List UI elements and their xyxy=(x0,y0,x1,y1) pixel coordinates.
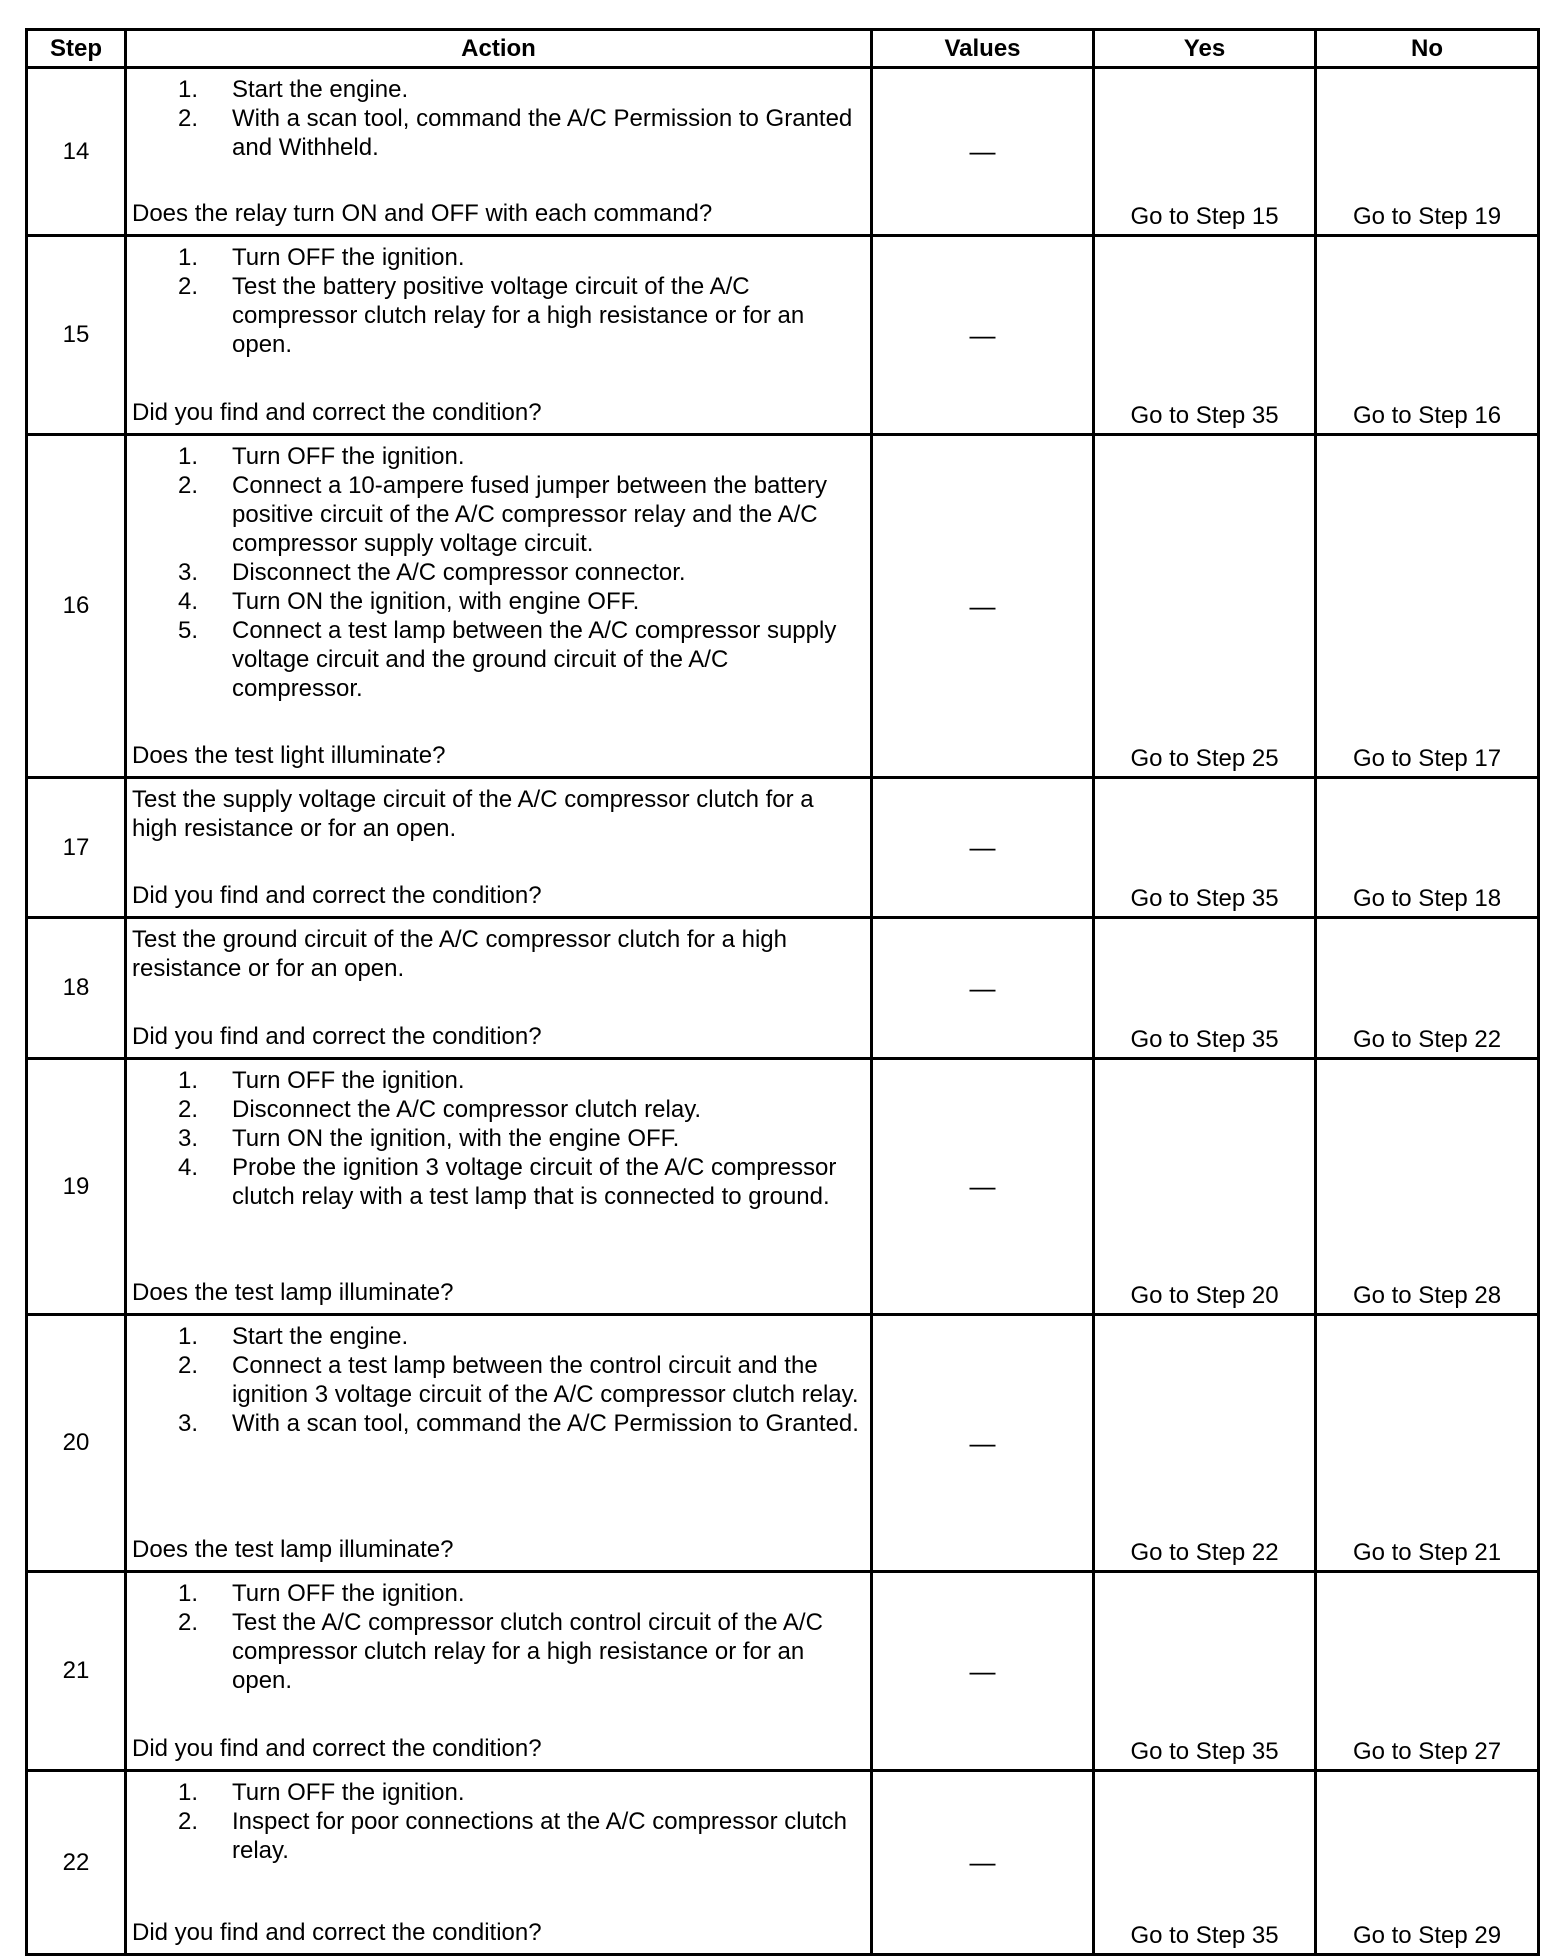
table-row xyxy=(27,918,1539,1059)
yes-goto: Go to Step 20 xyxy=(1130,1282,1279,1309)
action-step-text: Turn OFF the ignition. xyxy=(232,443,465,470)
action-step-item xyxy=(132,1608,862,1695)
action-step-number: 2. xyxy=(178,1352,199,1379)
action-question: Did you find and correct the condition? xyxy=(132,399,542,426)
action-step-item xyxy=(132,1351,862,1409)
action-step-text: Connect a test lamp between the A/C compressor supply voltage circuit and the ground circuit of the A/C compressor. xyxy=(232,617,837,702)
action-step-item xyxy=(132,1778,862,1807)
action-content xyxy=(127,1060,870,1310)
action-question: Does the relay turn ON and OFF with each command? xyxy=(132,200,713,227)
action-step-item xyxy=(132,442,862,471)
action-cell xyxy=(126,918,872,1059)
table-row xyxy=(27,68,1539,236)
header-action: Action xyxy=(126,30,872,68)
action-instructions xyxy=(127,1573,870,1695)
action-step-number: 4. xyxy=(178,1154,199,1181)
action-step-item xyxy=(132,1124,862,1153)
action-content xyxy=(127,237,870,430)
action-step-text: Turn ON the ignition, with engine OFF. xyxy=(232,588,640,615)
action-step-item xyxy=(132,1579,862,1608)
action-step-item xyxy=(132,243,862,272)
yes-goto: Go to Step 25 xyxy=(1130,745,1279,772)
action-step-text: Turn OFF the ignition. xyxy=(232,244,465,271)
action-step-item xyxy=(132,1066,862,1095)
values-cell: — xyxy=(872,918,1094,1059)
action-content xyxy=(127,1316,870,1567)
action-cell xyxy=(126,778,872,918)
action-step-item xyxy=(132,558,862,587)
action-instructions xyxy=(127,1316,870,1438)
action-cell xyxy=(126,68,872,236)
no-goto: Go to Step 28 xyxy=(1352,1282,1502,1309)
action-instructions xyxy=(127,1060,870,1211)
action-step-text: Turn OFF the ignition. xyxy=(232,1580,465,1607)
action-step-item xyxy=(132,272,862,359)
header-yes: Yes xyxy=(1094,30,1316,68)
yes-goto: Go to Step 15 xyxy=(1130,203,1279,230)
action-cell xyxy=(126,236,872,435)
table-row xyxy=(27,1315,1539,1572)
no-cell xyxy=(1316,1059,1539,1315)
action-step-text: Test the battery positive voltage circuit of the A/C compressor clutch relay for a high resistance or for an open. xyxy=(232,273,805,358)
action-step-text: Connect a 10-ampere fused jumper between the battery positive circuit of the A/C compressor relay and the A/C compressor supply voltage circuit. xyxy=(232,472,828,557)
action-step-text: Turn ON the ignition, with the engine OFF. xyxy=(232,1125,680,1152)
step-number: 16 xyxy=(27,435,126,778)
no-cell xyxy=(1316,1572,1539,1771)
action-step-item xyxy=(132,587,862,616)
header-step: Step xyxy=(27,30,126,68)
action-step-list xyxy=(132,1778,862,1865)
action-instructions xyxy=(127,1772,870,1865)
action-step-number: 1. xyxy=(178,76,199,103)
action-step-text: Connect a test lamp between the control circuit and the ignition 3 voltage circuit of the A/C compressor clutch relay. xyxy=(232,1352,859,1408)
no-cell xyxy=(1316,778,1539,918)
step-number: 22 xyxy=(27,1771,126,1955)
action-step-number: 3. xyxy=(178,559,199,586)
action-cell xyxy=(126,1572,872,1771)
action-question: Does the test lamp illuminate? xyxy=(132,1279,454,1306)
action-cell xyxy=(126,1059,872,1315)
table-row xyxy=(27,236,1539,435)
action-step-item xyxy=(132,1409,862,1438)
action-content xyxy=(127,1772,870,1950)
action-step-text: With a scan tool, command the A/C Permission to Granted and Withheld. xyxy=(232,105,853,161)
step-number: 17 xyxy=(27,778,126,918)
header-values: Values xyxy=(872,30,1094,68)
action-step-number: 3. xyxy=(178,1125,199,1152)
no-cell xyxy=(1316,1771,1539,1955)
action-instructions xyxy=(127,69,870,162)
action-content xyxy=(127,436,870,773)
no-cell xyxy=(1316,918,1539,1059)
values-cell: — xyxy=(872,236,1094,435)
action-content xyxy=(127,779,870,913)
action-cell xyxy=(126,435,872,778)
action-step-item xyxy=(132,616,862,703)
action-step-number: 2. xyxy=(178,273,199,300)
action-step-number: 2. xyxy=(178,105,199,132)
step-number: 18 xyxy=(27,918,126,1059)
action-step-text: Start the engine. xyxy=(232,1323,409,1350)
action-step-number: 2. xyxy=(178,1808,199,1835)
action-step-text: Turn OFF the ignition. xyxy=(232,1779,465,1806)
action-content xyxy=(127,69,870,231)
action-step-number: 1. xyxy=(178,244,199,271)
step-number: 14 xyxy=(27,68,126,236)
action-instructions xyxy=(127,237,870,359)
action-step-item xyxy=(132,75,862,104)
action-step-number: 1. xyxy=(178,1580,199,1607)
action-step-number: 2. xyxy=(178,1096,199,1123)
no-goto: Go to Step 16 xyxy=(1352,402,1502,429)
no-goto: Go to Step 27 xyxy=(1352,1738,1502,1765)
values-cell: — xyxy=(872,1771,1094,1955)
step-number: 15 xyxy=(27,236,126,435)
action-step-number: 1. xyxy=(178,443,199,470)
table-row xyxy=(27,1771,1539,1955)
action-step-number: 1. xyxy=(178,1067,199,1094)
action-step-item xyxy=(132,471,862,558)
values-cell: — xyxy=(872,778,1094,918)
action-step-list xyxy=(132,243,862,359)
diagnostic-table xyxy=(25,28,1540,1956)
action-instructions xyxy=(127,919,870,983)
action-step-number: 4. xyxy=(178,588,199,615)
action-step-number: 2. xyxy=(178,1609,199,1636)
action-instructions xyxy=(127,779,870,843)
no-cell xyxy=(1316,236,1539,435)
action-step-text: Test the A/C compressor clutch control circuit of the A/C compressor clutch relay for a high resistance or for an open. xyxy=(232,1609,823,1694)
action-cell xyxy=(126,1771,872,1955)
action-step-text: With a scan tool, command the A/C Permission to Granted. xyxy=(232,1410,859,1437)
no-cell xyxy=(1316,435,1539,778)
action-step-number: 2. xyxy=(178,472,199,499)
no-goto: Go to Step 17 xyxy=(1352,745,1502,772)
yes-goto: Go to Step 35 xyxy=(1130,402,1279,429)
action-step-text: Inspect for poor connections at the A/C compressor clutch relay. xyxy=(232,1808,847,1864)
step-number: 21 xyxy=(27,1572,126,1771)
action-text: Test the supply voltage circuit of the A/C compressor clutch for a high resistance or for an open. xyxy=(132,786,814,842)
action-cell xyxy=(126,1315,872,1572)
action-step-item xyxy=(132,1322,862,1351)
action-step-item xyxy=(132,1153,862,1211)
yes-goto: Go to Step 35 xyxy=(1130,885,1279,912)
no-goto: Go to Step 18 xyxy=(1352,885,1502,912)
action-instructions xyxy=(127,436,870,703)
values-cell: — xyxy=(872,1059,1094,1315)
table-row xyxy=(27,435,1539,778)
header-row xyxy=(27,30,1539,68)
yes-cell xyxy=(1094,1572,1316,1771)
yes-cell xyxy=(1094,236,1316,435)
yes-cell xyxy=(1094,435,1316,778)
no-goto: Go to Step 21 xyxy=(1352,1539,1502,1566)
action-step-list xyxy=(132,1579,862,1695)
yes-goto: Go to Step 35 xyxy=(1130,1026,1279,1053)
action-step-list xyxy=(132,1322,862,1438)
yes-goto: Go to Step 35 xyxy=(1130,1738,1279,1765)
table-body xyxy=(27,68,1539,1955)
action-text: Test the ground circuit of the A/C compressor clutch for a high resistance or for an open. xyxy=(132,926,787,982)
no-goto: Go to Step 22 xyxy=(1352,1026,1502,1053)
yes-goto: Go to Step 22 xyxy=(1130,1539,1279,1566)
no-goto: Go to Step 19 xyxy=(1352,203,1502,230)
action-step-item xyxy=(132,1807,862,1865)
action-content xyxy=(127,919,870,1054)
action-question: Did you find and correct the condition? xyxy=(132,1023,542,1050)
action-question: Does the test light illuminate? xyxy=(132,742,446,769)
step-number: 20 xyxy=(27,1315,126,1572)
action-step-item xyxy=(132,104,862,162)
no-cell xyxy=(1316,1315,1539,1572)
no-goto: Go to Step 29 xyxy=(1352,1922,1502,1949)
action-step-text: Start the engine. xyxy=(232,76,409,103)
table-row xyxy=(27,778,1539,918)
action-step-list xyxy=(132,1066,862,1211)
yes-goto: Go to Step 35 xyxy=(1130,1922,1279,1949)
values-cell: — xyxy=(872,1572,1094,1771)
action-question: Did you find and correct the condition? xyxy=(132,1919,542,1946)
yes-cell xyxy=(1094,1315,1316,1572)
no-cell xyxy=(1316,68,1539,236)
action-content xyxy=(127,1573,870,1766)
action-question: Does the test lamp illuminate? xyxy=(132,1536,454,1563)
action-step-text: Probe the ignition 3 voltage circuit of the A/C compressor clutch relay with a test lamp that is connected to ground. xyxy=(232,1154,837,1210)
action-step-item xyxy=(132,1095,862,1124)
action-step-text: Turn OFF the ignition. xyxy=(232,1067,465,1094)
action-step-list xyxy=(132,442,862,703)
header-no: No xyxy=(1316,30,1539,68)
action-step-number: 1. xyxy=(178,1323,199,1350)
step-number: 19 xyxy=(27,1059,126,1315)
table-row xyxy=(27,1572,1539,1771)
values-cell: — xyxy=(872,1315,1094,1572)
yes-cell xyxy=(1094,68,1316,236)
yes-cell xyxy=(1094,778,1316,918)
action-question: Did you find and correct the condition? xyxy=(132,882,542,909)
values-cell: — xyxy=(872,68,1094,236)
action-step-text: Disconnect the A/C compressor clutch relay. xyxy=(232,1096,702,1123)
values-cell: — xyxy=(872,435,1094,778)
yes-cell xyxy=(1094,1059,1316,1315)
yes-cell xyxy=(1094,918,1316,1059)
yes-cell xyxy=(1094,1771,1316,1955)
action-step-text: Disconnect the A/C compressor connector. xyxy=(232,559,686,586)
action-step-number: 5. xyxy=(178,617,199,644)
table-row xyxy=(27,1059,1539,1315)
action-step-number: 1. xyxy=(178,1779,199,1806)
action-question: Did you find and correct the condition? xyxy=(132,1735,542,1762)
action-step-number: 3. xyxy=(178,1410,199,1437)
action-step-list xyxy=(132,75,862,162)
